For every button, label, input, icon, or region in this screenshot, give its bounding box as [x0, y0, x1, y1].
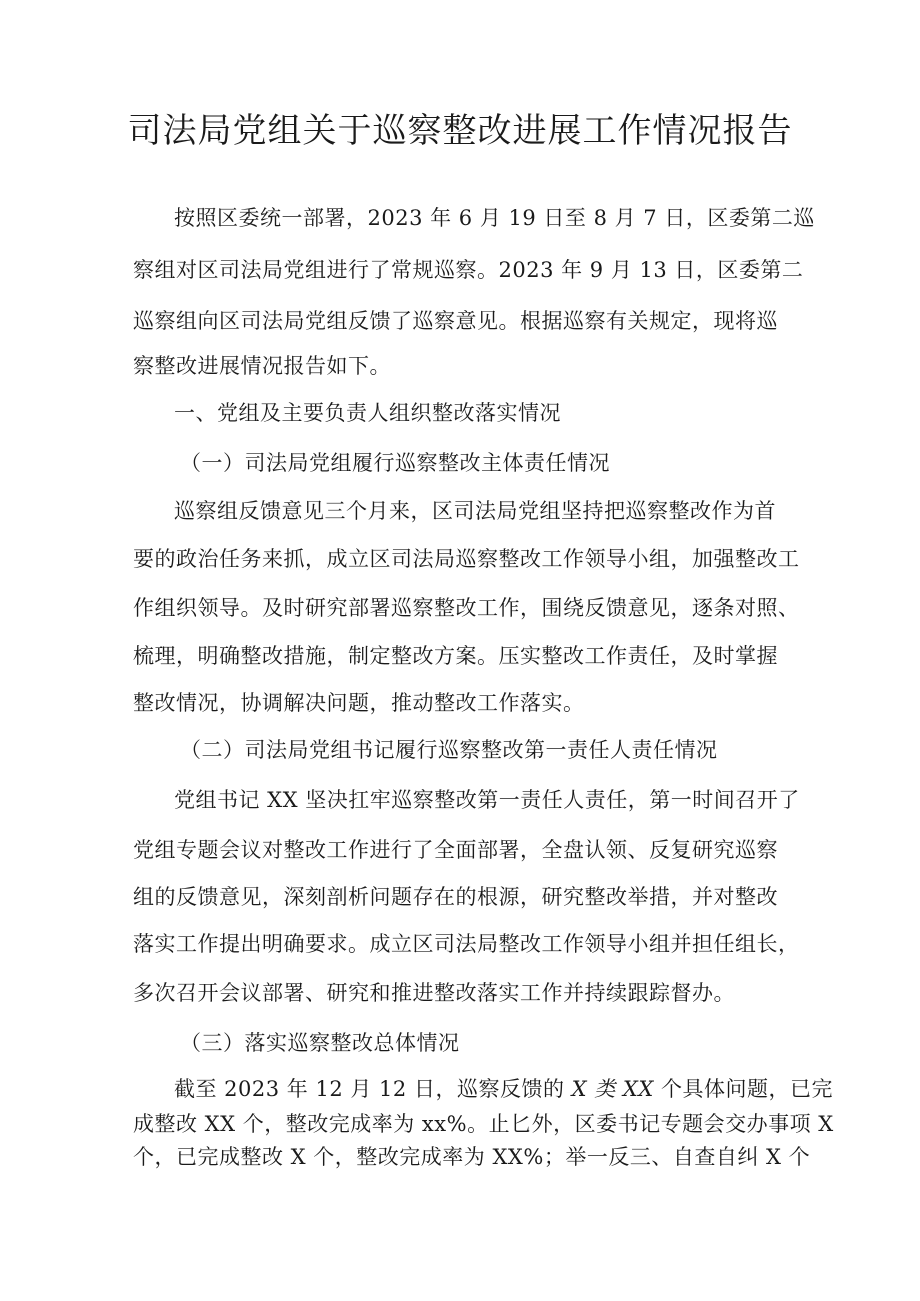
- paragraph-line: 按照区委统一部署，2023 年 6 月 19 日至 8 月 7 日，区委第二巡: [174, 206, 815, 230]
- subsection-heading: （三）落实巡察整改总体情况: [180, 1031, 460, 1055]
- paragraph-line: 察整改进展情况报告如下。: [133, 354, 391, 378]
- subsection-heading: （一）司法局党组履行巡察整改主体责任情况: [180, 451, 610, 475]
- paragraph-line: 党组专题会议对整改工作进行了全面部署，全盘认领、反复研究巡察: [133, 838, 778, 862]
- paragraph-line: [174, 1074, 834, 1104]
- paragraph-text: 截至 2023 年 12 月 12 日，巡察反馈的: [174, 1077, 572, 1101]
- paragraph-line: 多次召开会议部署、研究和推进整改落实工作并持续跟踪督办。: [133, 981, 735, 1005]
- paragraph-line: 组的反馈意见，深刻剖析问题存在的根源，研究整改举措，并对整改: [133, 885, 778, 909]
- paragraph-line: 党组书记 XX 坚决扛牢巡察整改第一责任人责任，第一时间召开了: [174, 788, 800, 812]
- paragraph-text: 个具体问题，已完: [653, 1077, 834, 1101]
- paragraph-line: 个，已完成整改 X 个，整改完成率为 XX%；举一反三、自查自纠 X 个: [133, 1145, 811, 1169]
- subsection-heading: （二）司法局党组书记履行巡察整改第一责任人责任情况: [180, 738, 718, 762]
- paragraph-line: 整改情况，协调解决问题，推动整改工作落实。: [133, 691, 585, 715]
- paragraph-line: 巡察组向区司法局党组反馈了巡察意见。根据巡察有关规定，现将巡: [133, 309, 778, 333]
- paragraph-line: 落实工作提出明确要求。成立区司法局整改工作领导小组并担任组长，: [133, 932, 800, 956]
- paragraph-text-italic: X 类 XX: [571, 1077, 654, 1101]
- paragraph-line: 作组织领导。及时研究部署巡察整改工作，围绕反馈意见，逐条对照、: [133, 596, 800, 620]
- paragraph-line: 梳理，明确整改措施，制定整改方案。压实整改工作责任，及时掌握: [133, 644, 778, 668]
- paragraph-line: 要的政治任务来抓，成立区司法局巡察整改工作领导小组，加强整改工: [133, 547, 800, 571]
- paragraph-line: 巡察组反馈意见三个月来，区司法局党组坚持把巡察整改作为首: [174, 499, 776, 523]
- paragraph-line: 察组对区司法局党组进行了常规巡察。2023 年 9 月 13 日，区委第二: [133, 258, 804, 282]
- section-heading: 一、党组及主要负责人组织整改落实情况: [174, 401, 561, 425]
- document-title: 司法局党组关于巡察整改进展工作情况报告: [127, 111, 793, 151]
- paragraph-line: 成整改 XX 个，整改完成率为 xx%。止匕外，区委书记专题会交办事项 X: [133, 1112, 834, 1136]
